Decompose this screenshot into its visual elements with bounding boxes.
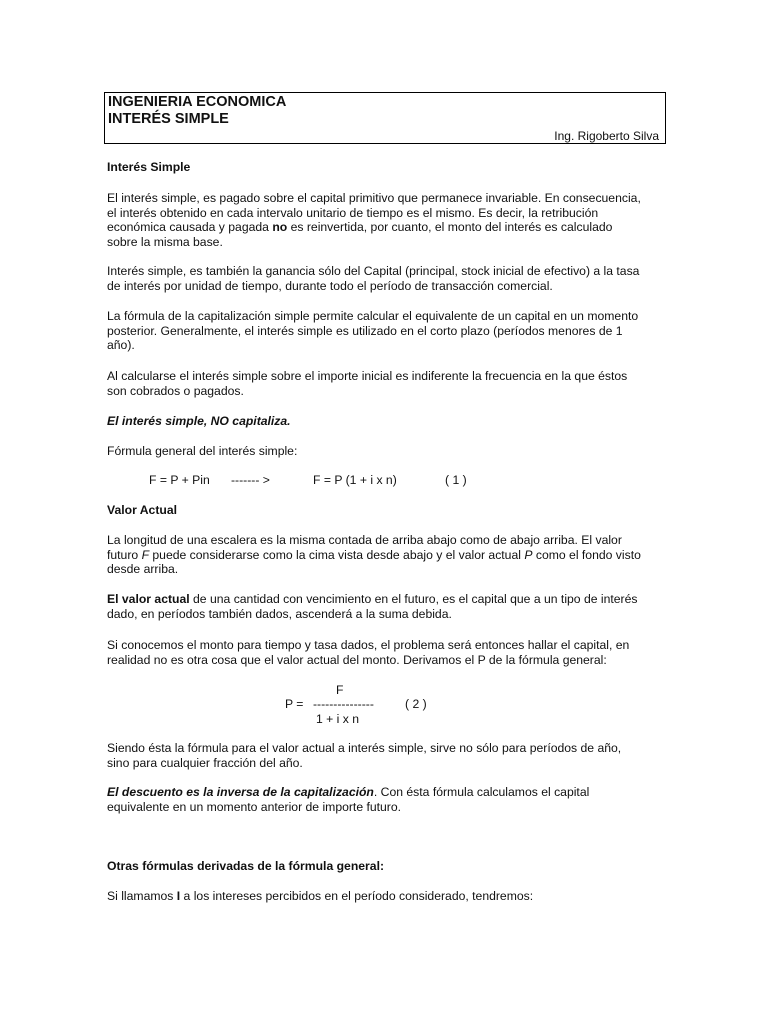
text-line <box>107 548 667 563</box>
topic-title: INTERÉS SIMPLE <box>108 111 229 127</box>
text-line: el interés obtenido en cada intervalo unitario de tiempo es el mismo. Es decir, la retribución <box>107 205 599 220</box>
text-line: dado, en períodos también dados, ascenderá a la suma debida. <box>107 606 452 621</box>
formula-1-arrow: ------- > <box>231 473 270 487</box>
text-fragment: como el fondo visto <box>532 547 641 562</box>
formula-2-fraction-bar: --------------- <box>313 697 374 711</box>
text-line: Interés simple, es también la ganancia sólo del Capital (principal, stock inicial de efectivo) a la tasa <box>107 264 640 278</box>
paragraph-definition <box>107 191 667 249</box>
bold-italic-term: El descuento es la inversa de la capitalización <box>107 785 374 799</box>
formula-2-denominator: 1 + i x n <box>316 712 360 726</box>
paragraph-ganancia <box>107 264 667 293</box>
text-line: El interés simple, es pagado sobre el capital primitivo que permanece invariable. En consecuencia, <box>107 191 641 205</box>
text-fragment: Si llamamos <box>107 889 177 903</box>
formula-1-number: ( 1 ) <box>445 473 467 487</box>
text-line: realidad no es otra cosa que el valor actual del monto. Derivamos el P de la fórmula general: <box>107 652 607 667</box>
course-title: INGENIERIA ECONOMICA <box>108 94 287 110</box>
text-line <box>107 592 667 607</box>
section-heading-interes-simple: Interés Simple <box>107 160 191 174</box>
text-line: año). <box>107 338 135 352</box>
text-line: posterior. Generalmente, el interés simple es utilizado en el corto plazo (períodos menores de 1 <box>107 323 623 338</box>
text-fragment: futuro <box>107 547 142 562</box>
paragraph-escalera <box>107 533 667 577</box>
paragraph-derivacion <box>107 638 667 667</box>
author-name: Ing. Rigoberto Silva <box>554 129 659 143</box>
italic-variable: F <box>141 547 150 562</box>
bold-word: no <box>272 220 288 234</box>
text-fragment: puede considerarse como la cima vista desde abajo y el valor actual <box>149 547 525 562</box>
text-line: de interés por unidad de tiempo, durante todo el período de transacción comercial. <box>107 278 553 293</box>
paragraph-intereses-percibidos <box>107 889 667 904</box>
header-box <box>104 92 666 144</box>
formula-1-right: F = P (1 + i x n) <box>313 473 397 487</box>
text-line <box>107 889 667 904</box>
text-line: son cobrados o pagados. <box>107 383 244 398</box>
emphasis-no-capitaliza: El interés simple, NO capitaliza. <box>107 414 291 428</box>
text-line: Al calcularse el interés simple sobre el importe inicial es indiferente la frecuencia en la que éstos <box>107 369 628 383</box>
paragraph-descuento <box>107 785 667 814</box>
formula-2-numerator: F <box>336 683 344 697</box>
text-line: equivalente en un momento anterior de importe futuro. <box>107 799 402 814</box>
section-heading-valor-actual: Valor Actual <box>107 503 177 517</box>
text-line: sobre la misma base. <box>107 234 223 249</box>
paragraph-formula-uso <box>107 741 667 770</box>
text-fragment: es reinvertida, por cuanto, el monto del interés es calculado <box>287 220 613 234</box>
text-line <box>107 220 667 235</box>
text-line: desde arriba. <box>107 562 179 576</box>
text-line: sino para cualquier fracción del año. <box>107 755 303 770</box>
text-fragment: . Con ésta fórmula calculamos el capital <box>373 785 590 799</box>
text-fragment: económica causada y pagada <box>107 220 273 234</box>
formula-2-lhs: P = <box>285 697 304 711</box>
bold-variable: I <box>176 889 181 903</box>
text-line: La longitud de una escalera es la misma contada de arriba abajo como de abajo arriba. El valor <box>107 533 622 547</box>
formula-1-left: F = P + Pin <box>149 473 210 487</box>
bold-term: El valor actual <box>107 592 190 606</box>
italic-variable: P <box>524 547 533 562</box>
text-fragment: a los intereses percibidos en el período considerado, tendremos: <box>180 889 534 903</box>
paragraph-valor-actual-def <box>107 592 667 621</box>
paragraph-capitalizacion <box>107 309 667 353</box>
paragraph-frecuencia <box>107 369 667 398</box>
text-line: La fórmula de la capitalización simple permite calcular el equivalente de un capital en un momento <box>107 309 639 323</box>
text-line <box>107 785 667 800</box>
formula-2-number: ( 2 ) <box>405 697 427 711</box>
section-heading-otras-formulas: Otras fórmulas derivadas de la fórmula general: <box>107 859 385 873</box>
formula-intro: Fórmula general del interés simple: <box>107 444 298 458</box>
text-line: Siendo ésta la fórmula para el valor actual a interés simple, sirve no sólo para períodos de año, <box>107 741 622 755</box>
text-fragment: de una cantidad con vencimiento en el futuro, es el capital que a un tipo de interés <box>189 592 638 606</box>
text-line: Si conocemos el monto para tiempo y tasa dados, el problema será entonces hallar el capital, en <box>107 638 630 652</box>
